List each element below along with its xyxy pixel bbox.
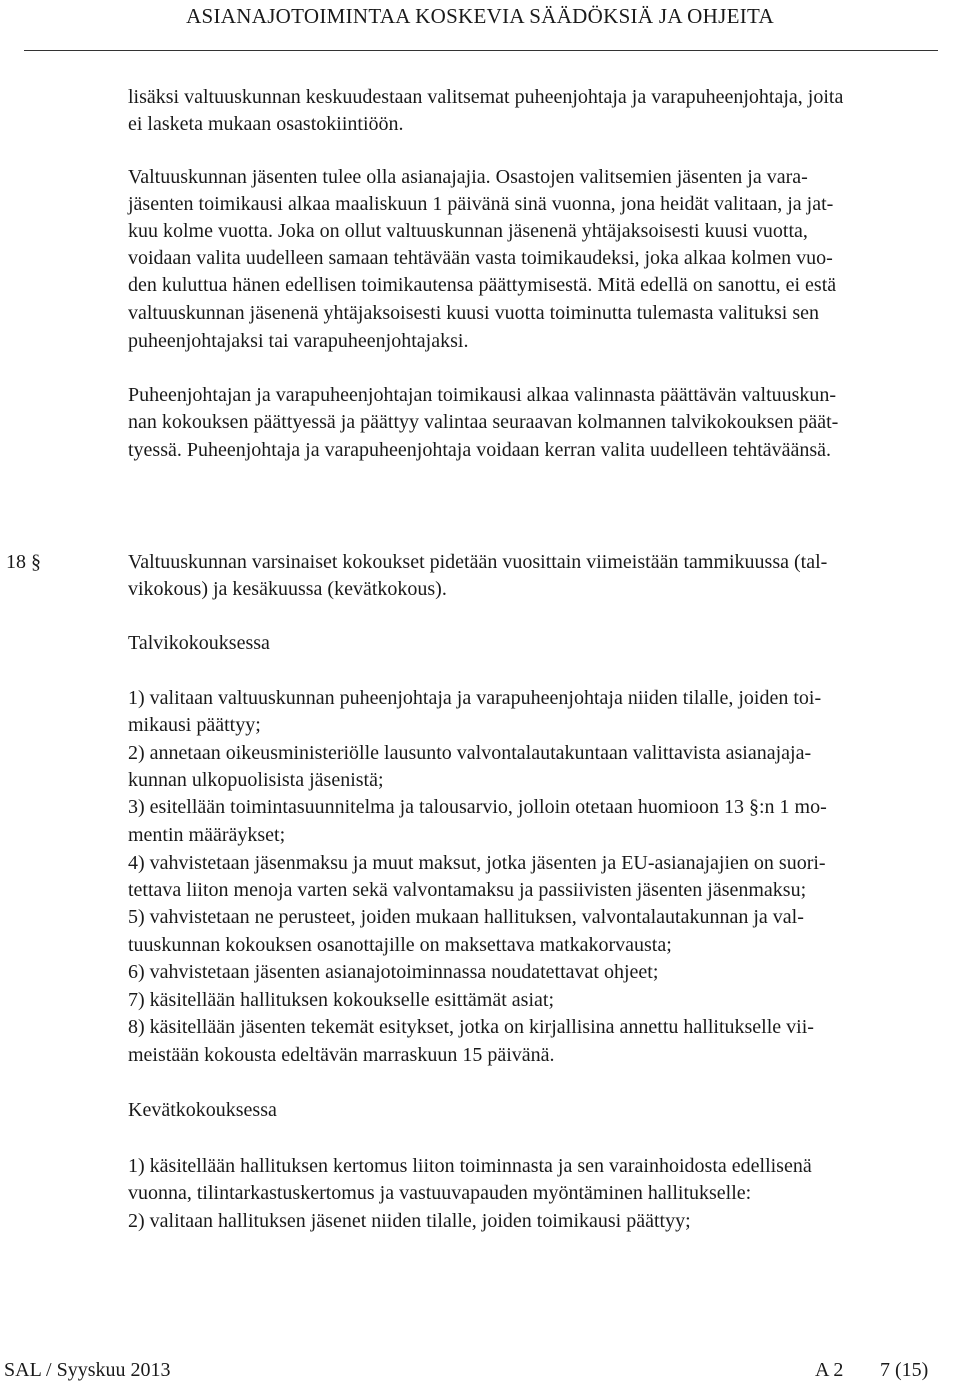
- list-item: 2) valitaan hallituksen jäsenet niiden tilalle, joiden toimikausi päättyy;: [128, 1210, 691, 1232]
- text-line: valtuuskunnan jäsenenä yhtäjaksoisesti kuusi vuotta toiminutta tulemasta valituksi sen: [128, 302, 819, 324]
- list-item: mentin määräykset;: [128, 824, 286, 846]
- spring-meeting-heading: Kevätkokouksessa: [128, 1099, 277, 1121]
- text-line: lisäksi valtuuskunnan keskuudestaan valitsemat puheenjohtaja ja varapuheenjohtaja, joita: [128, 86, 844, 108]
- list-item: 5) vahvistetaan ne perusteet, joiden mukaan hallituksen, valvontalautakunnan ja val-: [128, 906, 804, 928]
- list-item: 1) valitaan valtuuskunnan puheenjohtaja ja varapuheenjohtaja niiden tilalle, joiden toi-: [128, 687, 822, 709]
- list-item: 6) vahvistetaan jäsenten asianajotoiminnassa noudatettavat ohjeet;: [128, 961, 659, 983]
- list-item: 7) käsitellään hallituksen kokoukselle esittämät asiat;: [128, 989, 554, 1011]
- list-item: mikausi päättyy;: [128, 714, 261, 736]
- list-item: vuonna, tilintarkastuskertomus ja vastuuvapauden myöntäminen hallitukselle:: [128, 1182, 752, 1204]
- footer-page-number: 7 (15): [880, 1359, 929, 1381]
- section-number: 18 §: [6, 551, 41, 573]
- text-line: tyessä. Puheenjohtaja ja varapuheenjohtaja voidaan kerran valita uudelleen tehtäväänsä.: [128, 439, 832, 461]
- list-item: tettava liiton menoja varten sekä valvontamaksu ja passiivisten jäsenten jäsenmaksu;: [128, 879, 807, 901]
- header-divider: [24, 50, 938, 51]
- text-line: puheenjohtajaksi tai varapuheenjohtajaksi.: [128, 330, 469, 352]
- list-item: 4) vahvistetaan jäsenmaksu ja muut maksut, jotka jäsenten ja EU-asianajajien on suori-: [128, 852, 826, 874]
- text-line: vikokous) ja kesäkuussa (kevätkokous).: [128, 578, 447, 600]
- footer-publication: SAL / Syyskuu 2013: [4, 1359, 171, 1381]
- page-header-title: ASIANAJOTOIMINTAA KOSKEVIA SÄÄDÖKSIÄ JA OHJEITA: [186, 4, 774, 28]
- winter-meeting-heading: Talvikokouksessa: [128, 632, 270, 654]
- text-line: ei lasketa mukaan osastokiintiöön.: [128, 113, 404, 135]
- list-item: meistään kokousta edeltävän marraskuun 15 päivänä.: [128, 1044, 555, 1066]
- footer-section: A 2: [815, 1359, 844, 1381]
- list-item: kunnan ulkopuolisista jäsenistä;: [128, 769, 384, 791]
- text-line: den kuluttua hänen edellisen toimikautensa päättymisestä. Mitä edellä on sanottu, ei estä: [128, 274, 837, 296]
- list-item: 1) käsitellään hallituksen kertomus liiton toiminnasta ja sen varainhoidosta edellisenä: [128, 1155, 812, 1177]
- text-line: voidaan valita uudelleen samaan tehtävään vasta toimikaudeksi, joka alkaa kolmen vuo-: [128, 247, 833, 269]
- list-item: 2) annetaan oikeusministeriölle lausunto valvontalautakuntaan valittavista asianajaja-: [128, 742, 812, 764]
- list-item: 3) esitellään toimintasuunnitelma ja talousarvio, jolloin otetaan huomioon 13 §:n 1 mo-: [128, 796, 827, 818]
- text-line: Valtuuskunnan varsinaiset kokoukset pidetään vuosittain viimeistään tammikuussa (tal-: [128, 551, 828, 573]
- text-line: kuu kolme vuotta. Joka on ollut valtuuskunnan jäsenenä yhtäjaksoisesti kuusi vuotta,: [128, 220, 808, 242]
- list-item: 8) käsitellään jäsenten tekemät esitykset, jotka on kirjallisina annettu hallitukselle vii-: [128, 1016, 814, 1038]
- text-line: Puheenjohtajan ja varapuheenjohtajan toimikausi alkaa valinnasta päättävän valtuuskun-: [128, 384, 837, 406]
- text-line: Valtuuskunnan jäsenten tulee olla asianajajia. Osastojen valitsemien jäsenten ja vara-: [128, 166, 808, 188]
- text-line: jäsenten toimikausi alkaa maaliskuun 1 päivänä sinä vuonna, jona heidät valitaan, ja jat-: [128, 193, 834, 215]
- list-item: tuuskunnan kokouksen osanottajille on maksettava matkakorvausta;: [128, 934, 672, 956]
- text-line: nan kokouksen päättyessä ja päättyy valintaa seuraavan kolmannen talvikokouksen päät-: [128, 411, 839, 433]
